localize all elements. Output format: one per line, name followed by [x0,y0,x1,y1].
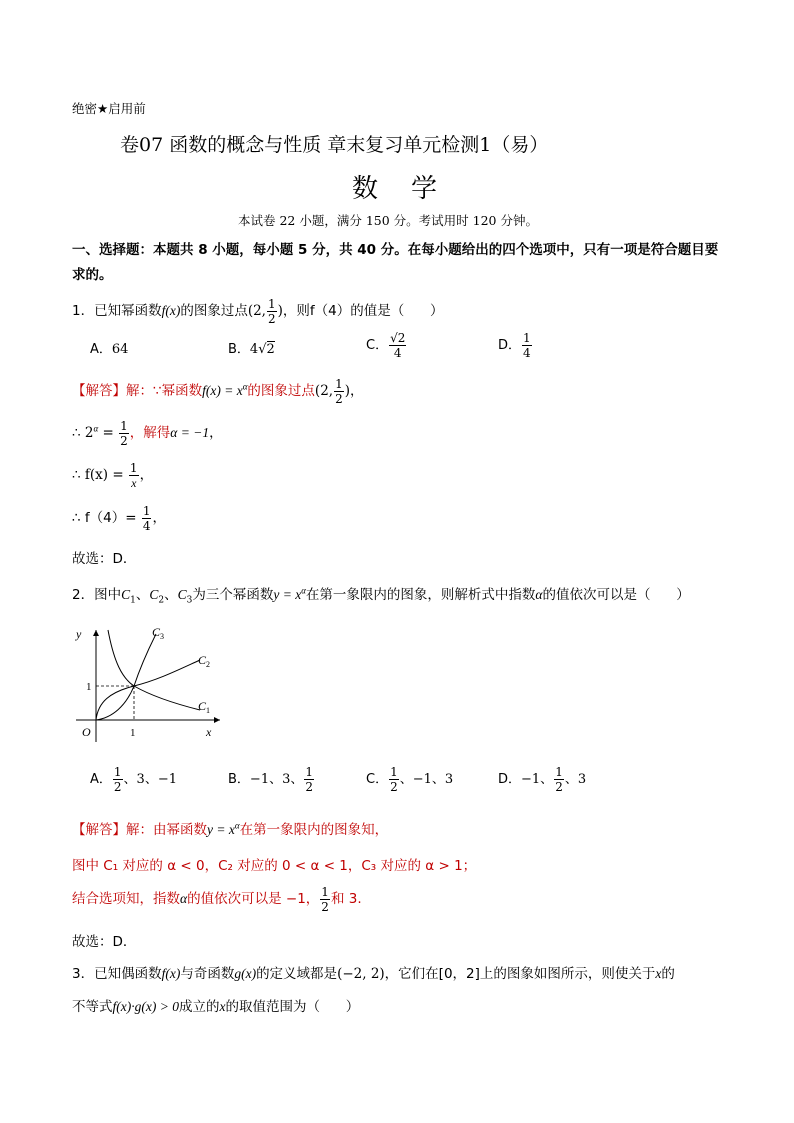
section-heading-line2: 求的。 [72,267,113,283]
q2-fn: y = x [273,587,302,602]
q1-solution-line2 [72,420,223,447]
curve-c1 [108,630,200,710]
q2-sol-l3alpha: α [180,891,188,906]
q3-l1f: f(x) [161,966,181,981]
q2-solution-tag: 【解答】 [72,822,126,838]
q2-d-num: 1 [555,765,563,779]
q1-option-a[interactable] [90,338,128,357]
q1-solution-line4 [72,505,166,532]
confidential-label: 绝密★启用前 [72,101,146,116]
q1-sol-l2-num: 1 [120,419,128,433]
graph-label-c3 [152,625,164,641]
q2-c-num: 1 [390,765,398,779]
q2-sep2: 、 [164,587,178,603]
q2-b-pre: −1、3、 [249,772,304,787]
q2-option-b[interactable] [228,766,315,793]
exam-intro: 本试卷 22 小题，满分 150 分。考试用时 120 分钟。 [238,213,538,228]
q1-d-den: 4 [523,346,531,360]
q3-l2c: 的取值范围为（ ） [225,999,360,1015]
q3-l1e: 的 [661,966,675,982]
q3-l1b: 与奇函数 [180,966,235,982]
graph-c3-letter: C [152,625,161,639]
q1-sol-l3-den: x [131,476,137,490]
q2-sol-l1a: 解：由幂函数 [126,822,207,838]
q1-sol-l4a: ∴ f（4）= [72,510,141,526]
graph-origin-label: O [82,725,91,739]
q1-d-num: 1 [523,331,531,345]
question-3-stem-line1 [72,962,675,982]
q3-l1a: 3．已知偶函数 [72,966,162,982]
graph-label-c2 [198,653,210,669]
q2-text-b: 为三个幂函数 [192,587,274,603]
q2-c2s: 2 [158,595,165,606]
q2-d-den: 2 [555,780,563,794]
q1-option-c[interactable] [366,332,407,359]
q1-sol-l2b: = [98,425,119,441]
q2-c-label: C． [366,772,389,787]
q2-sol-l1b: y = x [207,822,235,837]
q1-sol-l3-num: 1 [129,461,138,475]
q1-sol-l3-frac [129,462,139,489]
q1-fx: f(x) [161,303,181,318]
q1-sol-l4end: ， [152,510,166,526]
graph-label-c1 [198,699,210,715]
q2-c2: C [149,587,159,602]
q2-sep1: 、 [135,587,150,603]
q1-tail2: 的值是（ ） [350,303,444,319]
q2-sol-l3b: 的值依次可以是 −1， [187,891,320,907]
q2-text-c: 在第一象限内的图象，则解析式中指数 [305,587,536,603]
q1-pt-den: 2 [267,312,276,326]
q1-point-frac [267,298,277,325]
q2-answer: 故选：D． [72,934,137,950]
q2-solution-line3 [72,886,362,913]
q1-num: 1．已知幂函数 [72,303,162,319]
power-function-graph [68,622,228,746]
question-2-stem [72,583,690,606]
q1-sol-pt-den: 2 [335,392,343,406]
q1-c-den: 4 [393,346,402,360]
q2-sol-l1sup: α [234,820,240,831]
q1-sol-pt-num: 1 [335,377,343,391]
q2-c1s: 1 [130,595,136,606]
q1-sol-pt-frac [334,378,344,405]
q2-c3: C [177,587,187,602]
q2-b-label: B． [228,772,250,787]
q1-answer: 故选：D． [72,551,137,567]
q2-option-a[interactable] [90,766,177,793]
q1-sol-pt-open: (2, [314,383,334,399]
q1-option-d[interactable] [498,332,533,359]
q2-d-label: D． [498,772,522,787]
q2-d-frac [554,766,564,793]
q1-a-label: A． [90,342,112,357]
q3-l1dom: (−2, 2) [337,966,385,982]
q2-c-rest: 、−1、3 [399,772,454,787]
q2-a-den: 2 [113,780,122,794]
q1-sol-l4-frac [142,505,152,532]
q2-b-num: 1 [305,765,313,779]
question-1-stem [72,298,444,325]
q1-c-num: √2 [390,331,406,345]
q1-option-b[interactable] [228,338,275,357]
q1-sol-pt-close: ) [344,383,350,399]
curve-c2 [96,660,200,720]
q2-d-rest: 、3 [564,772,587,787]
q1-solution-line1 [72,378,364,405]
graph-y-label: y [76,627,82,641]
q1-b-label: B． [228,342,250,357]
q3-l2b: 成立的 [178,999,220,1015]
q2-solution-line2: 图中 C₁ 对应的 α < 0，C₂ 对应的 0 < α < 1，C₃ 对应的 α > 1； [72,858,477,874]
q2-option-c[interactable] [366,766,453,793]
q1-sol-l1end: ， [350,383,364,399]
q1-sol-l1b: f(x) = x [202,383,243,398]
q1-sol-l2a: ∴ 2 [72,425,94,441]
q3-l1d: ，它们在[0，2]上的图象如图所示，则使关于 [384,966,656,982]
q2-alpha: α [535,587,543,602]
q3-l1x: x [655,966,662,981]
q1-point-close: ) [277,303,283,319]
q1-d-frac [522,332,532,359]
q1-f4: f（4） [309,303,351,319]
q1-sol-l2c: ，解得 [129,425,171,441]
q1-c-frac [389,332,406,359]
q3-l2a: 不等式 [72,999,113,1015]
y-axis-arrow [93,630,99,636]
graph-y-tick-1: 1 [86,681,92,693]
q2-a-rest: 、3、−1 [123,772,177,787]
q1-sol-l1a: 解：∵幂函数 [126,383,203,399]
q1-solution-tag: 【解答】 [72,383,126,399]
subject-title: 数 学 [352,174,438,204]
q1-sol-l1sup: α [242,381,248,392]
q1-solution-line3 [72,462,153,489]
question-3-stem-line2 [72,995,359,1015]
x-axis-arrow [214,717,220,723]
sqrt-icon: √ [258,342,267,357]
curve-c3 [96,634,156,720]
q2-sol-l3a: 结合选项知，指数 [72,891,180,907]
q1-b-rad: 2 [266,342,275,357]
q2-c-frac [389,766,399,793]
q2-d-pre: −1、 [521,772,554,787]
graph-c2-letter: C [198,653,207,667]
q2-option-d[interactable] [498,766,586,793]
q2-c3s: 3 [186,595,193,606]
q2-solution-line1 [72,818,388,838]
graph-c2-sub: 2 [206,660,211,669]
q1-mid: 的图象过点 [180,303,248,319]
page-title: 卷07 函数的概念与性质 章末复习单元检测1（易） [120,134,549,156]
q2-fn-sup: α [301,585,306,596]
graph-x-label: x [206,725,212,739]
q1-pt-num: 1 [267,297,276,311]
graph-c3-sub: 3 [160,632,165,641]
q1-sol-l1c: 的图象过点 [247,383,315,399]
q1-sol-l3end: ， [139,467,154,483]
graph-x-tick-1: 1 [130,727,136,739]
q3-l1g: g(x) [234,966,257,981]
q1-b-pre: 4 [249,342,259,357]
q1-sol-l4-num: 1 [142,504,151,518]
q2-sol-l3c: 和 3. [330,891,362,907]
q2-sol-l3-num: 1 [321,885,329,899]
q3-l2x: x [219,999,226,1014]
q2-sol-l1c: 在第一象限内的图象知， [239,822,389,838]
section-heading-line1: 一、选择题：本题共 8 小题，每小题 5 分，共 40 分。在每小题给出的四个选项中，只有一项是符合题目要 [72,242,719,258]
graph-c1-sub: 1 [206,706,211,715]
q2-text-a: 2．图中 [72,587,122,603]
q1-sol-l2sup: α [93,423,99,434]
q2-sol-l3-frac [320,886,330,913]
q1-sol-l2d: α = −1 [170,425,210,440]
q1-a-val: 64 [111,342,129,357]
q2-text-d: 的值依次可以是（ ） [542,587,690,603]
q2-a-num: 1 [113,765,122,779]
q2-b-den: 2 [305,780,313,794]
q3-l2expr: f(x)·g(x) > 0 [112,999,179,1014]
q1-sol-l2-frac [119,420,129,447]
q1-sol-l2-den: 2 [120,434,128,448]
q2-a-label: A． [90,772,112,787]
q2-a-frac [113,766,123,793]
q3-l1c: 的定义域都是 [256,966,338,982]
q1-point-open: (2, [247,303,266,319]
q1-d-label: D． [498,338,522,353]
q1-tail: ，则 [282,303,310,319]
q2-c1: C [121,587,131,602]
q2-c-den: 2 [390,780,398,794]
q1-sol-l4-den: 4 [142,519,151,533]
q2-sol-l3-den: 2 [321,900,329,914]
q1-sol-l3a: ∴ f(x) = [72,467,128,483]
q2-b-frac [304,766,314,793]
q1-sol-l2end: ， [209,425,223,441]
graph-c1-letter: C [198,699,207,713]
q1-c-label: C． [366,338,389,353]
